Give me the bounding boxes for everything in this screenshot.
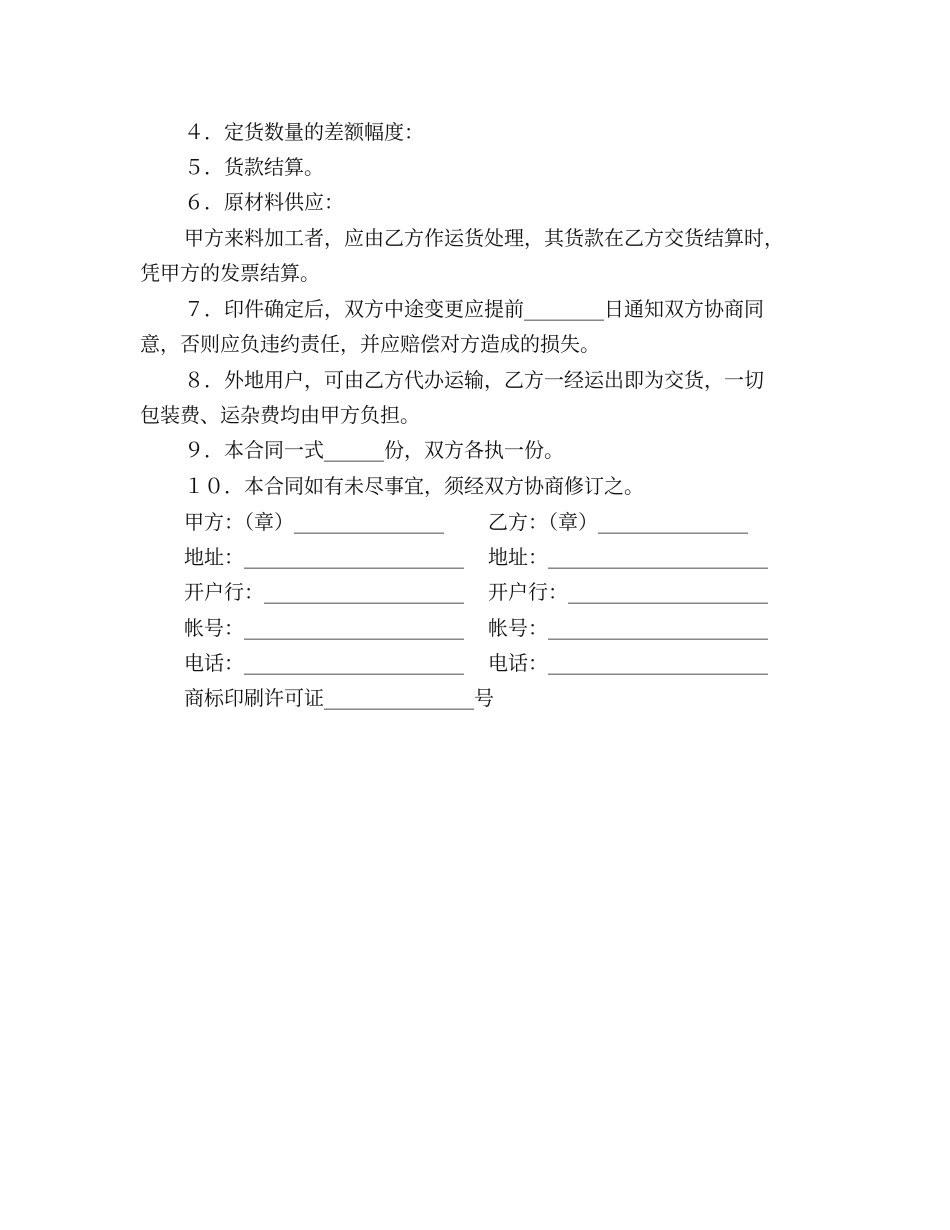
clause-7-continuation: 意，否则应负违约责任，并应赔偿对方造成的损失。: [140, 332, 600, 356]
party-a-bank: 开户行：____________________: [184, 580, 464, 604]
party-b-phone: 电话：______________________: [488, 651, 768, 675]
party-b-seal: 乙方：（章）_______________: [488, 510, 748, 534]
clause-8-continuation: 包装费、运杂费均由甲方负担。: [140, 403, 420, 427]
trademark-license: 商标印刷许可证_______________号: [184, 686, 494, 710]
party-a-phone: 电话：______________________: [184, 651, 464, 675]
party-b-bank: 开户行：____________________: [488, 580, 768, 604]
clause-9: ９．本合同一式______份，双方各执一份。: [184, 438, 564, 462]
party-a-address: 地址：______________________: [184, 545, 464, 569]
clause-4: ４．定货数量的差额幅度：: [184, 120, 424, 144]
clause-6: ６．原材料供应：: [184, 190, 344, 214]
clause-5: ５．货款结算。: [184, 155, 324, 179]
clause-10: １０．本合同如有未尽事宜，须经双方协商修订之。: [184, 474, 644, 498]
party-b-address: 地址：______________________: [488, 545, 768, 569]
party-a-account: 帐号：______________________: [184, 616, 464, 640]
clause-7: ７．印件确定后，双方中途变更应提前________日通知双方协商同: [184, 297, 764, 321]
clause-6-detail-continuation: 凭甲方的发票结算。: [140, 261, 320, 285]
clause-8: ８．外地用户，可由乙方代办运输，乙方一经运出即为交货，一切: [184, 368, 764, 392]
clause-6-detail: 甲方来料加工者，应由乙方作运货处理，其货款在乙方交货结算时，: [184, 226, 784, 250]
party-b-account: 帐号：______________________: [488, 616, 768, 640]
party-a-seal: 甲方：（章）_______________: [184, 510, 444, 534]
